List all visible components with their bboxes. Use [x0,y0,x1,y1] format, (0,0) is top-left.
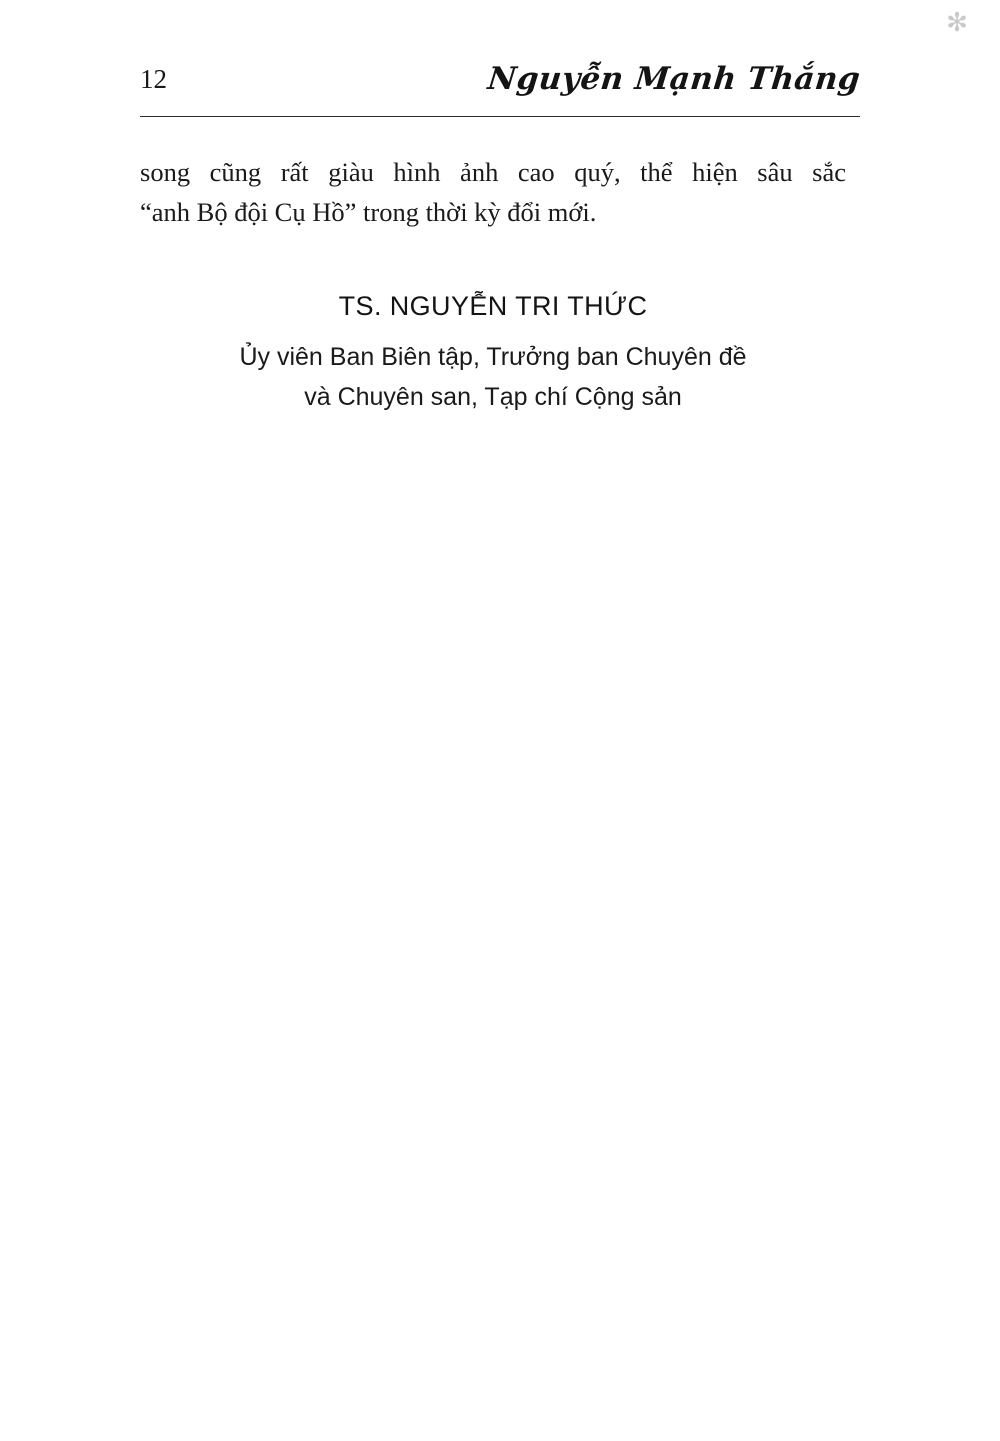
body-text [140,152,846,233]
flower-asterisk-icon: ✻ [946,8,968,37]
paragraph-line: “anh Bộ đội Cụ Hồ” trong thời kỳ đổi mới. [140,197,597,228]
signature-role-line: Ủy viên Ban Biên tập, Trưởng ban Chuyên đề [239,343,747,372]
signature-role-line: và Chuyên san, Tạp chí Cộng sản [304,382,682,411]
paragraph-line: song cũng rất giàu hình ảnh cao quý, thể hiện sâu sắc [140,157,846,187]
paragraph [140,152,846,233]
page-number: 12 [140,64,167,94]
signature-role [140,338,846,417]
running-head-author: Nguyễn Mạnh Thắng [485,61,862,97]
running-head [140,62,860,117]
signature-block [140,288,846,417]
signature-name: TS. NGUYỄN TRI THỨC [338,291,648,321]
